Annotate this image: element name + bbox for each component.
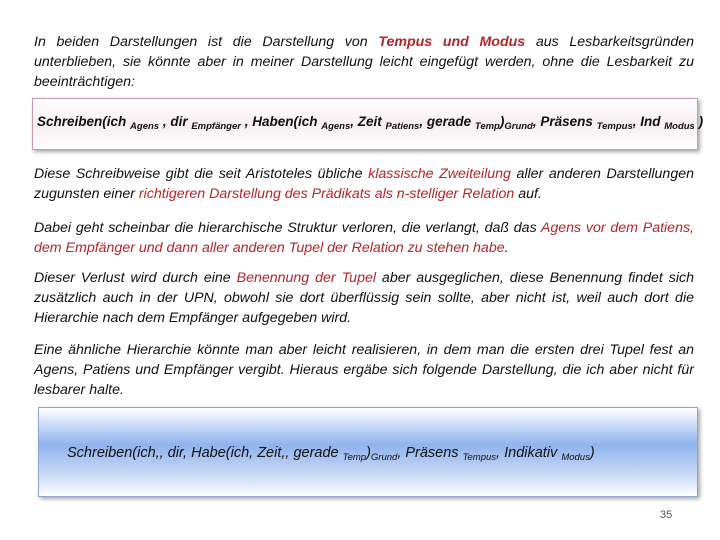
- formula-1: Schreiben(ich $_{Agens}$ , dir $_{Empfänger}$ , Haben(ich $_{Agens}$, Zeit $_{Patiens}$, gerade $_{Temp})_{Grund}$, Präsens $_{Tempus}$, Ind $_{Modus}$ ): [37, 114, 704, 132]
- formula-box-2: [38, 407, 698, 497]
- intro-text-continued: aus Lesbarkeitsgründen unterblieben, sie könnte aber in meiner Darstellung leicht eingefügt werden, ohne die Lesbarkeit zu beeinträchtigen:: [34, 34, 695, 90]
- paragraph-benennung: Dieser Verlust wird durch eine Benennung der Tupel aber ausgeglichen, diese Benennung findet sich zusätzlich auch in der UPN, obwohl sie dort überflüssig sein sollte, aber nicht ist, weil auch dort die Hierarchie nach dem Empfänger aufgegeben wird.: [34, 270, 694, 326]
- paragraph-aristoteles: Diese Schreibweise gibt die seit Aristoteles übliche klassische Zweiteilung aller anderen Darstellungen zugunsten einer richtigeren Darstellung des Prädikats als n-stelliger Relation auf.: [34, 166, 694, 202]
- paragraph-hierarchie: Dabei geht scheinbar die hierarchische Struktur verloren, die verlangt, daß das Agens vor dem Patiens, dem Empfänger und dann aller anderen Tupel der Relation zu stehen habe.: [34, 220, 694, 256]
- page-number: 35: [660, 509, 673, 521]
- highlight-tempus-modus: Tempus und Modus: [378, 34, 526, 50]
- highlight-zweiteilung: klassische Zweiteilung: [368, 166, 511, 182]
- formula-2: Schreiben(ich,, dir, Habe(ich, Zeit,, gerade $_{Temp})_{Grund}$, Präsens $_{Tempus}$, Indikativ $_{Modus}$): [67, 445, 595, 463]
- highlight-relation: richtigeren Darstellung des Prädikats als n-stelliger Relation: [138, 186, 515, 202]
- highlight-agens: Agens vor dem Patiens, dem Empfänger und dann aller anderen Tupel der Relation zu stehen habe: [34, 220, 694, 256]
- paragraph-aehnliche-hierarchie: Eine ähnliche Hierarchie könnte man aber leicht realisieren, in dem man die ersten drei Tupel fest an Agens, Patiens und Empfänger vergibt. Hieraus ergäbe sich folgende Darstellung, die ich aber nicht für lesbarer halte.: [34, 342, 694, 398]
- intro-text: In beiden Darstellungen ist die Darstellung von: [34, 34, 379, 50]
- formula-box-1: [32, 98, 704, 150]
- highlight-benennung: Benennung der Tupel: [236, 270, 376, 286]
- paragraph-intro: [34, 32, 694, 92]
